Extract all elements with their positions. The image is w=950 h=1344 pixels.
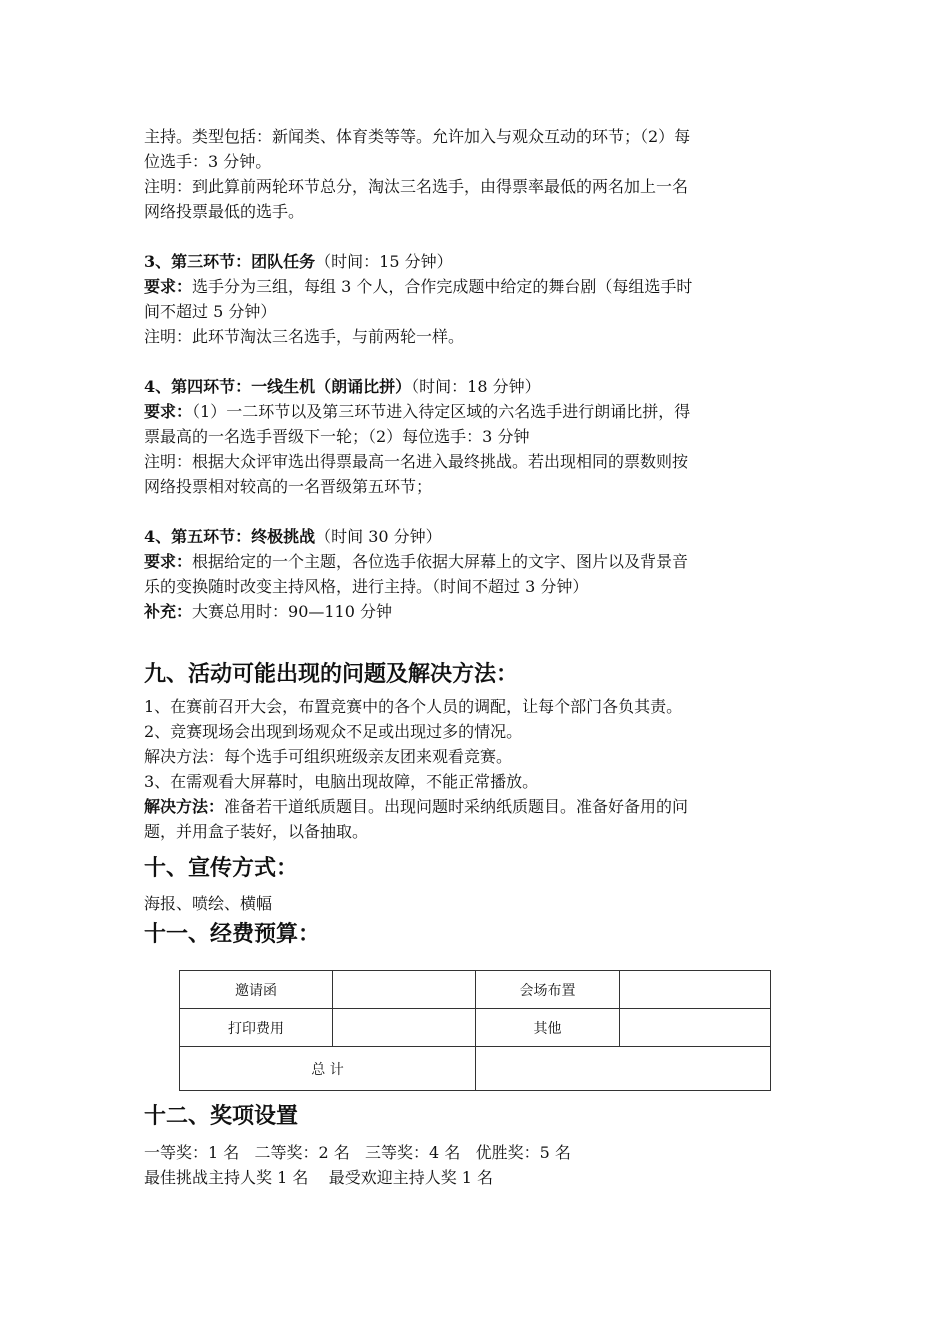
section10-heading: 十、宣传方式： — [144, 856, 299, 881]
table-cell-total: 总 计 — [180, 1047, 476, 1091]
intro-note-2: 网络投票最低的选手。 — [144, 202, 305, 221]
round3-req-line-1 — [144, 274, 806, 299]
section9-solution-line-2: 题，并用盒子装好，以备抽取。 — [144, 822, 369, 841]
table-cell-empty — [333, 971, 476, 1009]
round3-title: 3、第三环节：团队任务 — [144, 252, 316, 271]
round4-title-line — [144, 374, 806, 399]
round4-req-label: 要求： — [144, 402, 193, 421]
table-cell-empty — [620, 1009, 771, 1047]
round5-req-line-2: 乐的变换随时改变主持风格，进行主持。（时间不超过 3 分钟） — [144, 577, 589, 596]
round5-supp-text: 大赛总用时：90—110 分钟 — [192, 602, 393, 621]
round3-note: 注明：此环节淘汰三名选手，与前两轮一样。 — [144, 327, 465, 346]
table-cell: 会场布置 — [476, 971, 620, 1009]
section9-solution-line-1 — [144, 794, 806, 819]
table-cell: 其他 — [476, 1009, 620, 1047]
section9-line-4: 3、在需观看大屏幕时，电脑出现故障，不能正常播放。 — [144, 772, 539, 791]
round4-req-line-2: 票最高的一名选手晋级下一轮；（2）每位选手：3 分钟 — [144, 427, 530, 446]
round4-time: （时间：18 分钟） — [411, 377, 541, 396]
round5-time: （时间 30 分钟） — [315, 527, 442, 546]
round5-title-line — [144, 524, 806, 549]
awards-section — [144, 1102, 806, 1190]
section11-heading: 十一、经费预算： — [144, 922, 321, 947]
section12-heading: 十二、奖项设置 — [144, 1104, 299, 1129]
round5-supplement — [144, 599, 806, 624]
table-row — [180, 1009, 771, 1047]
intro-note-1: 注明：到此算前两轮环节总分，淘汰三名选手，由得票率最低的两名加上一名 — [144, 177, 689, 196]
round3-req-line-2: 间不超过 5 分钟） — [144, 302, 277, 321]
round5-req-text: 根据给定的一个主题，各位选手依据大屏幕上的文字、图片以及背景音 — [192, 552, 689, 571]
table-row — [180, 971, 771, 1009]
section9-line-1: 1、在赛前召开大会，布置竞赛中的各个人员的调配，让每个部门各负其责。 — [144, 697, 683, 716]
section9-line-3: 解决方法：每个选手可组织班级亲友团来观看竞赛。 — [144, 747, 513, 766]
round4-req-text: （1）一二环节以及第三环节进入待定区域的六名选手进行朗诵比拼，得 — [192, 402, 691, 421]
table-cell: 打印费用 — [180, 1009, 333, 1047]
round4-note-2: 网络投票相对较高的一名晋级第五环节； — [144, 477, 433, 496]
round3-req-label: 要求： — [144, 277, 193, 296]
document-body — [144, 124, 806, 950]
table-cell-empty — [476, 1047, 771, 1091]
budget-table — [179, 970, 771, 1091]
round5-req-line-1 — [144, 549, 806, 574]
round3-time: （时间：15 分钟） — [315, 252, 453, 271]
section9-sol-label: 解决方法： — [144, 797, 225, 816]
section9-heading: 九、活动可能出现的问题及解决方法： — [144, 662, 519, 687]
round5-req-label: 要求： — [144, 552, 193, 571]
round3-title-line — [144, 249, 806, 274]
awards-line-2: 最佳挑战主持人奖 1 名 最受欢迎主持人奖 1 名 — [144, 1168, 494, 1187]
section9-line-2: 2、竞赛现场会出现到场观众不足或出现过多的情况。 — [144, 722, 523, 741]
section10-text: 海报、喷绘、横幅 — [144, 894, 273, 913]
table-cell: 邀请函 — [180, 971, 333, 1009]
table-cell-empty — [333, 1009, 476, 1047]
round5-title: 4、第五环节：终极挑战 — [144, 527, 316, 546]
section9-sol-text: 准备若干道纸质题目。出现问题时采纳纸质题目。准备好备用的问 — [224, 797, 689, 816]
round5-supp-label: 补充： — [144, 602, 193, 621]
intro-line-2: 位选手：3 分钟。 — [144, 152, 272, 171]
round4-title: 4、第四环节：一线生机（朗诵比拼） — [144, 377, 412, 396]
round4-note-1: 注明：根据大众评审选出得票最高一名进入最终挑战。若出现相同的票数则按 — [144, 452, 689, 471]
table-cell-empty — [620, 971, 771, 1009]
round3-req-text: 选手分为三组，每组 3 个人，合作完成题中给定的舞台剧（每组选手时 — [192, 277, 693, 296]
table-row — [180, 1047, 771, 1091]
round4-req-line-1 — [144, 399, 806, 424]
awards-line-1: 一等奖：1 名 二等奖：2 名 三等奖：4 名 优胜奖：5 名 — [144, 1143, 571, 1162]
intro-line-1: 主持。类型包括：新闻类、体育类等等。允许加入与观众互动的环节；（2）每 — [144, 127, 691, 146]
